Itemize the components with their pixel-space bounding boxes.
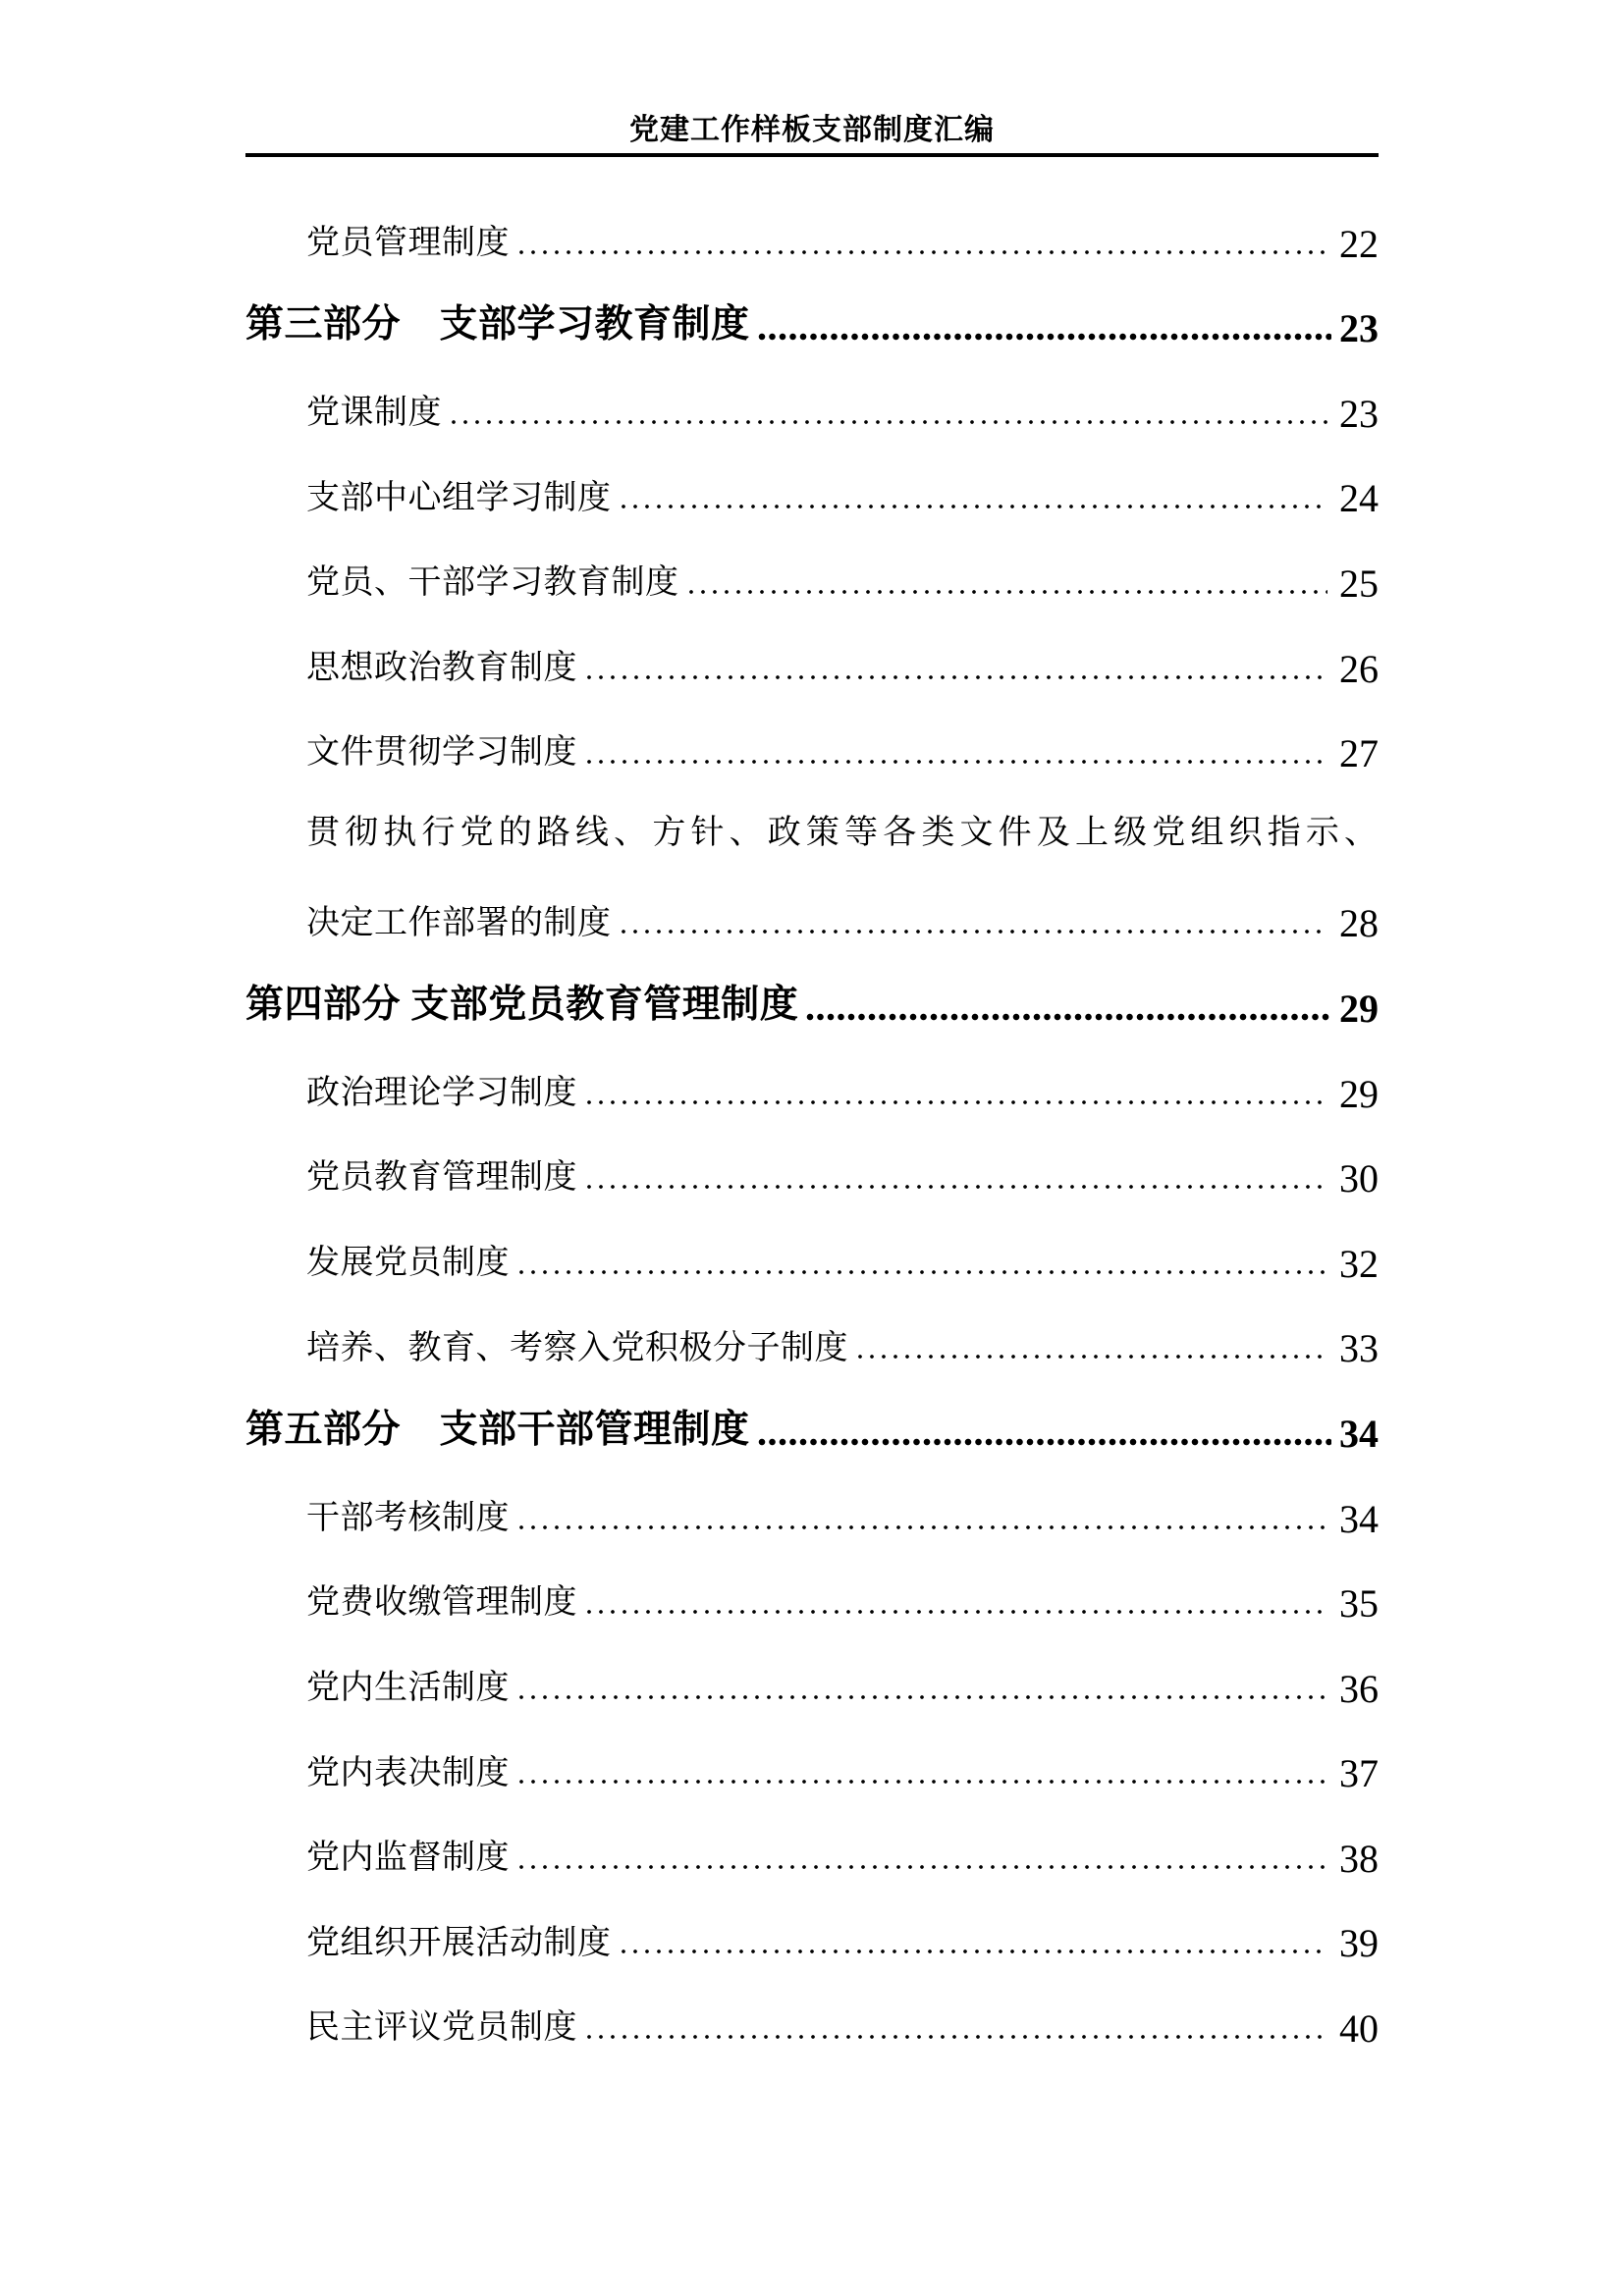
toc-section-entry[interactable]	[245, 1383, 1379, 1468]
page-number: 25	[1339, 561, 1379, 606]
page-number: 26	[1339, 646, 1379, 691]
dot-leader	[452, 418, 1327, 426]
dot-leader	[587, 673, 1327, 681]
page-number: 27	[1339, 731, 1379, 776]
dot-leader	[858, 1353, 1327, 1361]
toc-entry-text: 党员、干部学习教育制度	[306, 564, 679, 602]
toc-entry[interactable]	[245, 1554, 1379, 1639]
toc-entry-text: 决定工作部署的制度	[306, 904, 612, 941]
toc-entry[interactable]	[245, 1299, 1379, 1384]
toc-entry[interactable]	[245, 1638, 1379, 1724]
toc-entry[interactable]	[245, 1808, 1379, 1894]
toc-entry-text: 党内生活制度	[306, 1670, 510, 1706]
toc-entry[interactable]	[245, 618, 1379, 704]
page-number: 32	[1339, 1241, 1379, 1286]
dot-leader	[587, 1183, 1327, 1191]
toc-entry-text: 培养、教育、考察入党积极分子制度	[306, 1329, 848, 1366]
toc-entry-text: 党员管理制度	[306, 224, 510, 261]
page-number: 38	[1339, 1836, 1379, 1881]
page-number: 36	[1339, 1666, 1379, 1711]
toc-entry-text: 第四部分 支部党员教育管理制度	[245, 984, 799, 1026]
dot-leader	[622, 503, 1328, 510]
toc-entry[interactable]	[245, 1894, 1379, 1979]
toc-entry-text: 党员教育管理制度	[306, 1159, 577, 1197]
dot-leader	[519, 1523, 1327, 1531]
toc-entry-text: 干部考核制度	[306, 1499, 510, 1536]
page-number: 29	[1339, 1071, 1379, 1116]
toc-entry[interactable]	[245, 449, 1379, 534]
toc-entry[interactable]	[245, 1213, 1379, 1299]
dot-leader	[622, 1948, 1328, 1955]
toc-entry[interactable]	[245, 1978, 1379, 2063]
page-header-title: 党建工作样板支部制度汇编	[629, 114, 995, 146]
page-number: 39	[1339, 1921, 1379, 1966]
page-number: 35	[1339, 1581, 1379, 1627]
toc-entry[interactable]	[245, 1468, 1379, 1554]
page-number: 28	[1339, 901, 1379, 946]
toc-entry[interactable]	[245, 363, 1379, 449]
toc-entry[interactable]	[245, 704, 1379, 789]
header-rule	[245, 153, 1379, 157]
toc-entry-text: 贯彻执行党的路线、方针、政策等各类文件及上级党组织指示、	[306, 815, 1379, 852]
toc-entry[interactable]	[245, 533, 1379, 618]
page-number: 40	[1339, 2006, 1379, 2052]
dot-leader	[587, 2033, 1327, 2041]
dot-leader	[806, 1012, 1331, 1022]
dot-leader	[622, 928, 1328, 935]
toc-entry[interactable]	[245, 1724, 1379, 1809]
toc-entry-wrapped-line[interactable]	[245, 788, 1379, 874]
toc-entry-text: 党内监督制度	[306, 1840, 510, 1877]
toc-entry-text: 党组织开展活动制度	[306, 1924, 612, 1961]
toc-entry-text: 党内表决制度	[306, 1754, 510, 1791]
dot-leader	[519, 1778, 1327, 1786]
toc-entry[interactable]	[245, 1129, 1379, 1214]
dot-leader	[519, 1863, 1327, 1871]
page-number: 30	[1339, 1156, 1379, 1201]
page-number: 33	[1339, 1326, 1379, 1371]
dot-leader	[758, 332, 1331, 342]
toc-section-entry[interactable]	[245, 279, 1379, 364]
dot-leader	[689, 588, 1328, 596]
page-number: 23	[1339, 391, 1379, 436]
table-of-contents	[245, 193, 1379, 2063]
toc-entry[interactable]	[245, 874, 1379, 959]
dot-leader	[519, 248, 1327, 256]
toc-section-entry[interactable]	[245, 958, 1379, 1043]
toc-entry[interactable]	[245, 193, 1379, 279]
dot-leader	[519, 1693, 1327, 1701]
toc-entry-text: 支部中心组学习制度	[306, 479, 612, 516]
toc-entry-text: 第三部分 支部学习教育制度	[245, 303, 750, 347]
page-number: 24	[1339, 476, 1379, 521]
dot-leader	[519, 1268, 1327, 1276]
dot-leader	[587, 1608, 1327, 1616]
toc-entry-text: 思想政治教育制度	[306, 649, 577, 686]
page-number: 29	[1339, 986, 1379, 1031]
dot-leader	[587, 1098, 1327, 1106]
toc-entry[interactable]	[245, 1043, 1379, 1129]
page-number: 34	[1339, 1411, 1379, 1456]
toc-entry-text: 发展党员制度	[306, 1245, 510, 1282]
page-number: 37	[1339, 1751, 1379, 1796]
page-number: 23	[1339, 306, 1379, 351]
toc-entry-text: 政治理论学习制度	[306, 1074, 577, 1111]
toc-entry-text: 民主评议党员制度	[306, 2009, 577, 2047]
toc-entry-text: 党课制度	[306, 395, 442, 432]
toc-entry-text: 文件贯彻学习制度	[306, 734, 577, 772]
dot-leader	[758, 1437, 1331, 1447]
toc-entry-text: 第五部分 支部干部管理制度	[245, 1408, 750, 1451]
dot-leader	[587, 758, 1327, 766]
toc-entry-text: 党费收缴管理制度	[306, 1584, 577, 1622]
page-number: 22	[1339, 221, 1379, 266]
page-number: 34	[1339, 1496, 1379, 1541]
